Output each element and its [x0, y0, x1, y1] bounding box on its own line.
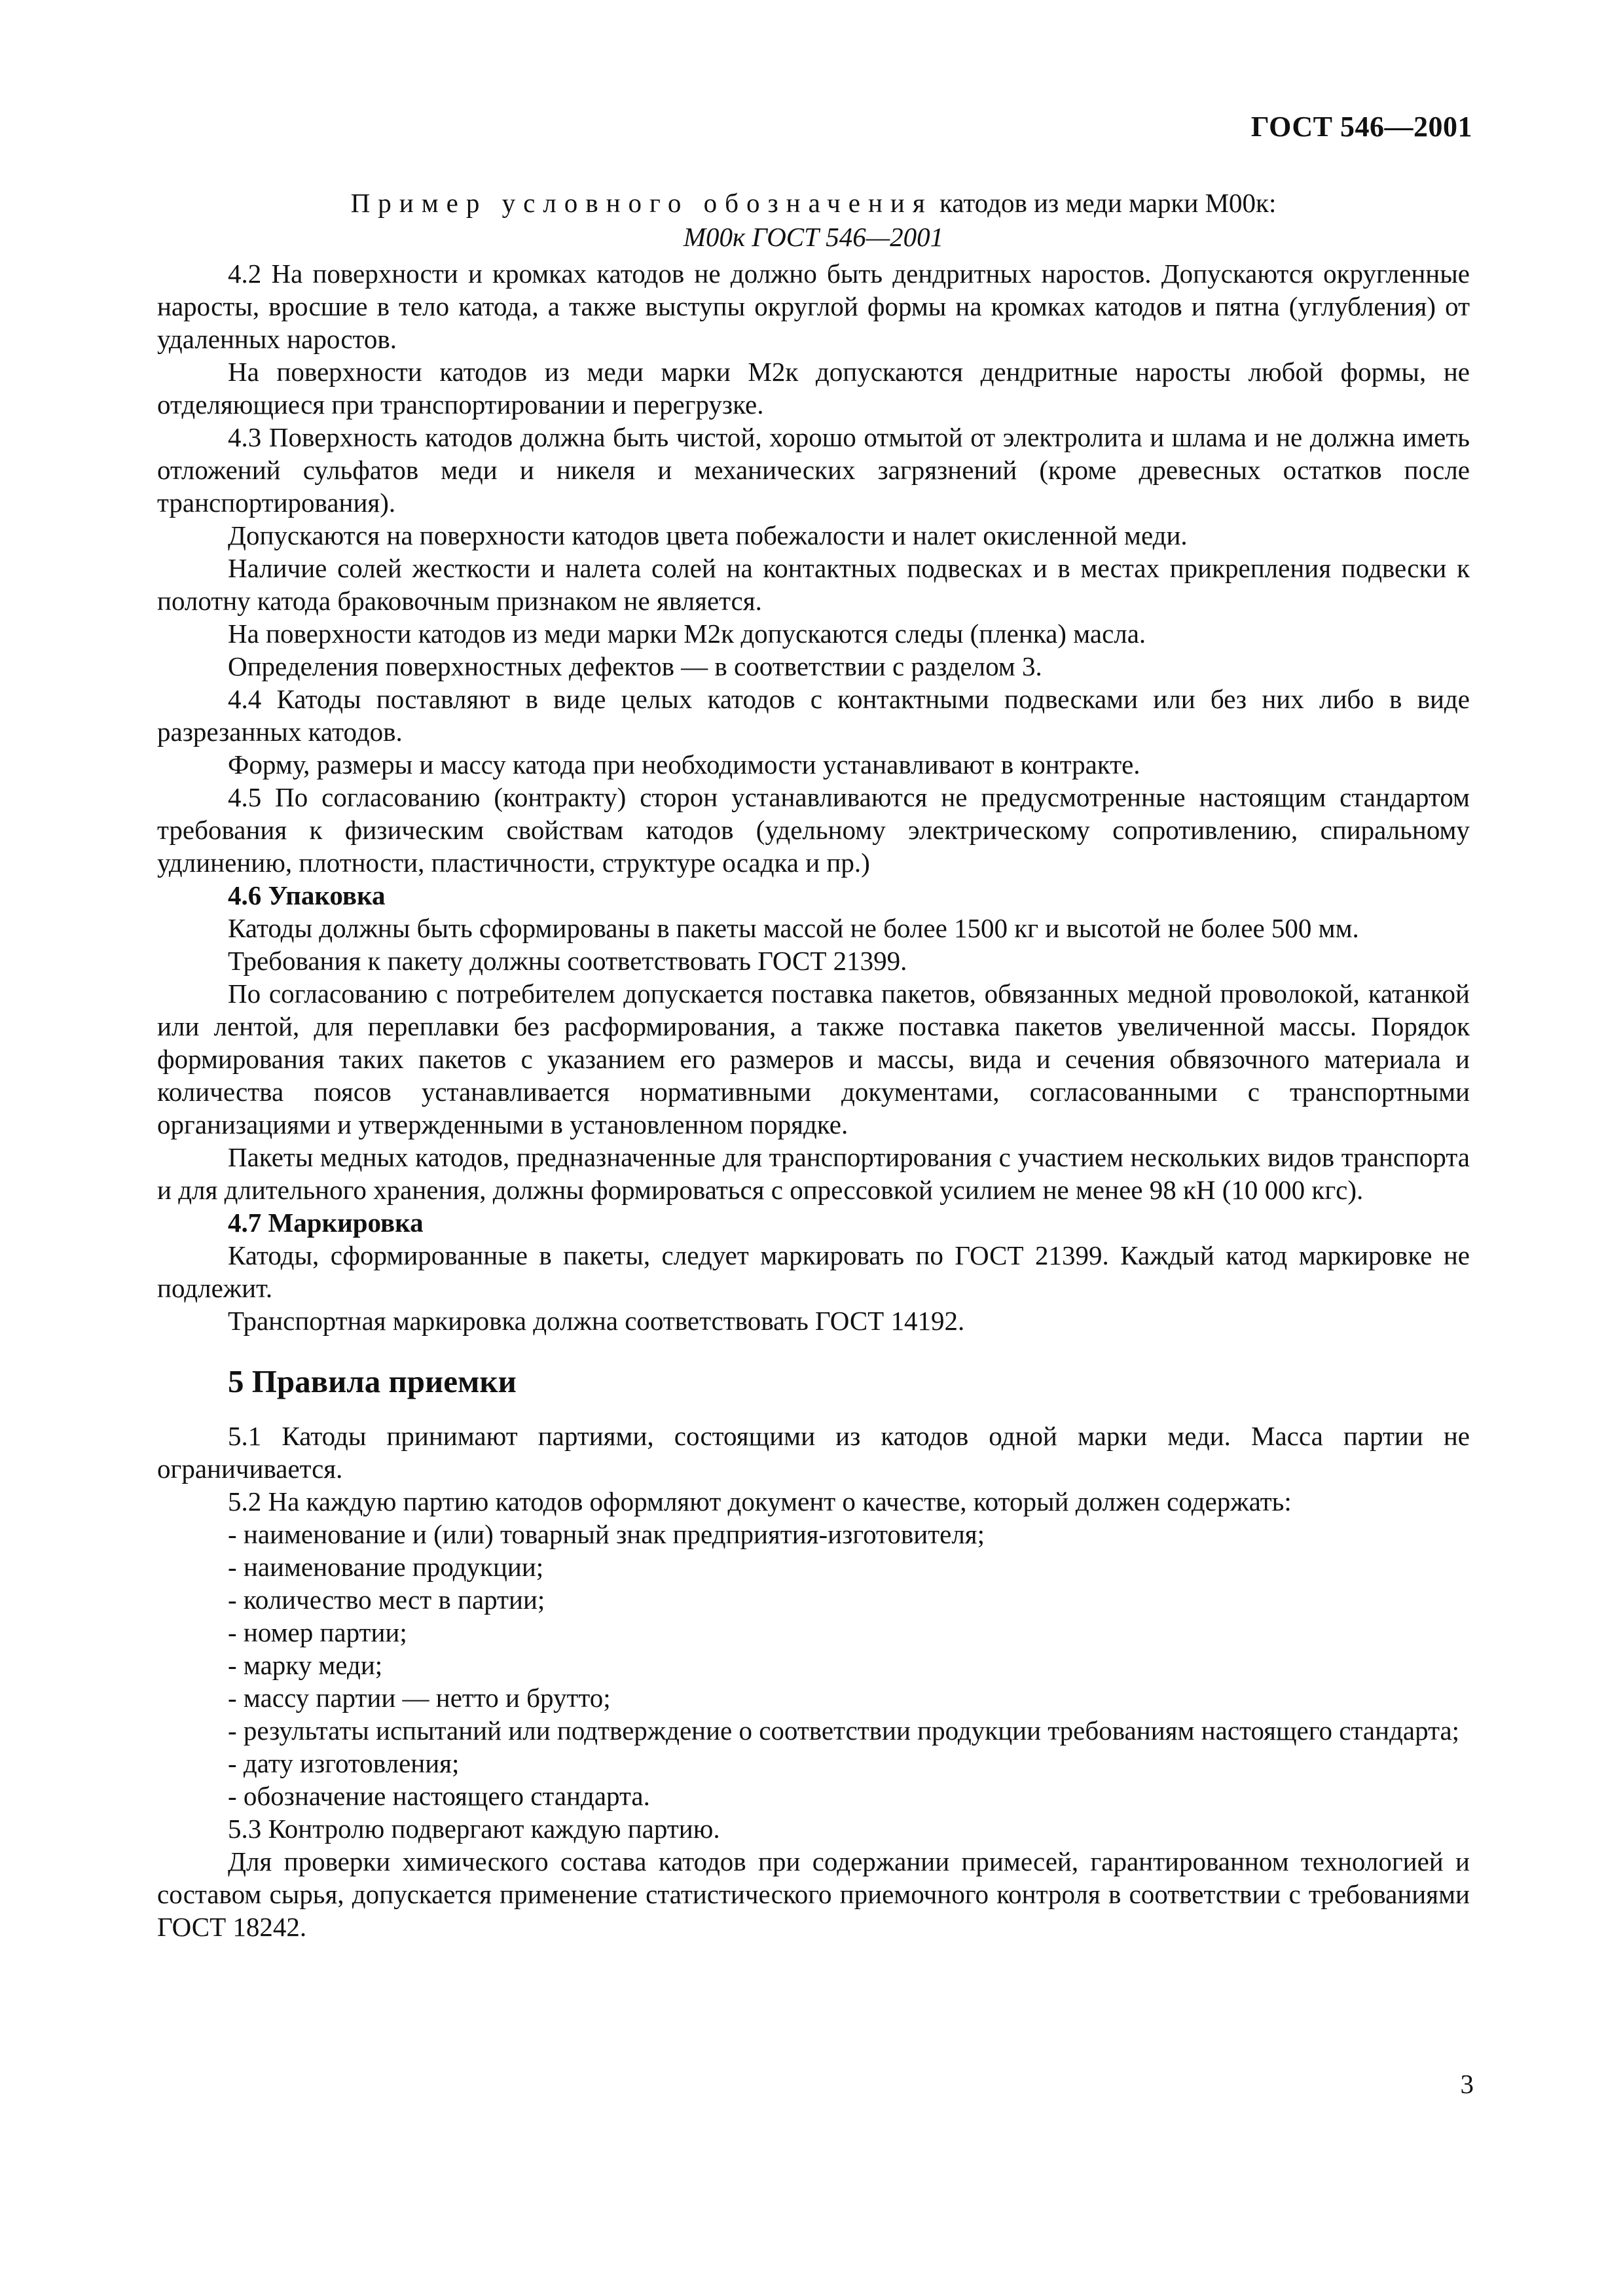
- para-4-2b: На поверхности катодов из меди марки М2к допускаются дендритные наросты любой формы, не отделяющиеся при транспортировании и перегрузке.: [157, 357, 1470, 420]
- para-4-5: 4.5 По согласованию (контракту) сторон устанавливаются не предусмотренные настоящим стандартом требования к физическим свойствам катодов (удельному электрическому сопротивлению, спиральному удлинению, плотности, пластичности, структуре осадка и пр.): [157, 782, 1470, 878]
- para-4-6b: Требования к пакету должны соответствовать ГОСТ 21399.: [228, 946, 907, 976]
- list-item: - марку меди;: [228, 1650, 383, 1680]
- para-4-3c: Наличие солей жесткости и налета солей на контактных подвесках и в местах прикрепления подвески к полотну катода браковочным признаком не является.: [157, 553, 1470, 616]
- para-4-3e: Определения поверхностных дефектов — в соответствии с разделом 3.: [228, 651, 1042, 681]
- example-line: [157, 187, 1470, 219]
- para-4-6a: Катоды должны быть сформированы в пакеты массой не более 1500 кг и высотой не более 500 мм.: [228, 913, 1359, 943]
- para-4-7a: Катоды, сформированные в пакеты, следует маркировать по ГОСТ 21399. Каждый катод маркировке не подлежит.: [157, 1240, 1470, 1303]
- para-5-1: 5.1 Катоды принимают партиями, состоящими из катодов одной марки меди. Масса партии не ограничивается.: [157, 1421, 1470, 1484]
- para-4-6c: По согласованию с потребителем допускается поставка пакетов, обвязанных медной проволокой, катанкой или лентой, для переплавки без расформирования, а также поставка пакетов увеличенной массы. Порядок формирования таких пакетов с указанием его размеров и массы, вида и сечения обвязочного материала и количества поясов устанавливается нормативными документами, согласованными с транспортными организациями и утвержденными в установленном порядке.: [157, 978, 1470, 1139]
- para-4-7b: Транспортная маркировка должна соответствовать ГОСТ 14192.: [228, 1306, 965, 1336]
- page-number: 3: [1460, 2069, 1474, 2099]
- heading-4-6: 4.6 Упаковка: [228, 880, 386, 910]
- para-4-3d: На поверхности катодов из меди марки М2к допускаются следы (пленка) масла.: [228, 619, 1146, 649]
- list-item: - результаты испытаний или подтверждение о соответствии продукции требованиям настоящего стандарта;: [228, 1715, 1460, 1746]
- para-4-6d: Пакеты медных катодов, предназначенные для транспортирования с участием нескольких видов транспорта и для длительного хранения, должны формироваться с опрессовкой усилием не менее 98 кН (10 000 кгс).: [157, 1142, 1470, 1205]
- list-item: - обозначение настоящего стандарта.: [228, 1781, 650, 1811]
- example-designation: М00к ГОСТ 546—2001: [683, 222, 944, 252]
- para-4-3b: Допускаются на поверхности катодов цвета побежалости и налет окисленной меди.: [228, 520, 1188, 550]
- para-4-2a: 4.2 На поверхности и кромках катодов не должно быть дендритных наростов. Допускаются округленные наросты, вросшие в тело катода, а также выступы округлой формы на кромках катодов и пятна (углубления) от удаленных наростов.: [157, 259, 1470, 354]
- list-item: - наименование и (или) товарный знак предприятия-изготовителя;: [228, 1519, 985, 1549]
- list-item: - номер партии;: [228, 1617, 407, 1647]
- list-item: - количество мест в партии;: [228, 1585, 545, 1615]
- section-5-title: 5 Правила приемки: [228, 1363, 517, 1399]
- para-4-4b: Форму, размеры и массу катода при необходимости устанавливают в контракте.: [228, 749, 1140, 780]
- para-4-3a: 4.3 Поверхность катодов должна быть чистой, хорошо отмытой от электролита и шлама и не должна иметь отложений сульфатов меди и никеля и механических загрязнений (кроме древесных остатков после транспортирования).: [157, 422, 1470, 518]
- para-5-3b: Для проверки химического состава катодов при содержании примесей, гарантированном технологией и составом сырья, допускается применение статистического приемочного контроля в соответствии с требованиями ГОСТ 18242.: [157, 1846, 1470, 1942]
- standard-header: ГОСТ 546—2001: [1250, 111, 1472, 143]
- para-4-4a: 4.4 Катоды поставляют в виде целых катодов с контактными подвесками или без них либо в виде разрезанных катодов.: [157, 684, 1470, 747]
- heading-4-7: 4.7 Маркировка: [228, 1208, 424, 1238]
- list-item: - массу партии — нетто и брутто;: [228, 1683, 611, 1713]
- list-item: - наименование продукции;: [228, 1552, 544, 1582]
- para-5-3a: 5.3 Контролю подвергают каждую партию.: [228, 1814, 720, 1844]
- example-label: Пример условного обозначения: [350, 188, 933, 218]
- list-item: - дату изготовления;: [228, 1748, 460, 1778]
- para-5-2: 5.2 На каждую партию катодов оформляют документ о качестве, который должен содержать:: [228, 1486, 1292, 1516]
- example-text: катодов из меди марки М00к:: [939, 188, 1277, 218]
- page-content: [157, 187, 1470, 1943]
